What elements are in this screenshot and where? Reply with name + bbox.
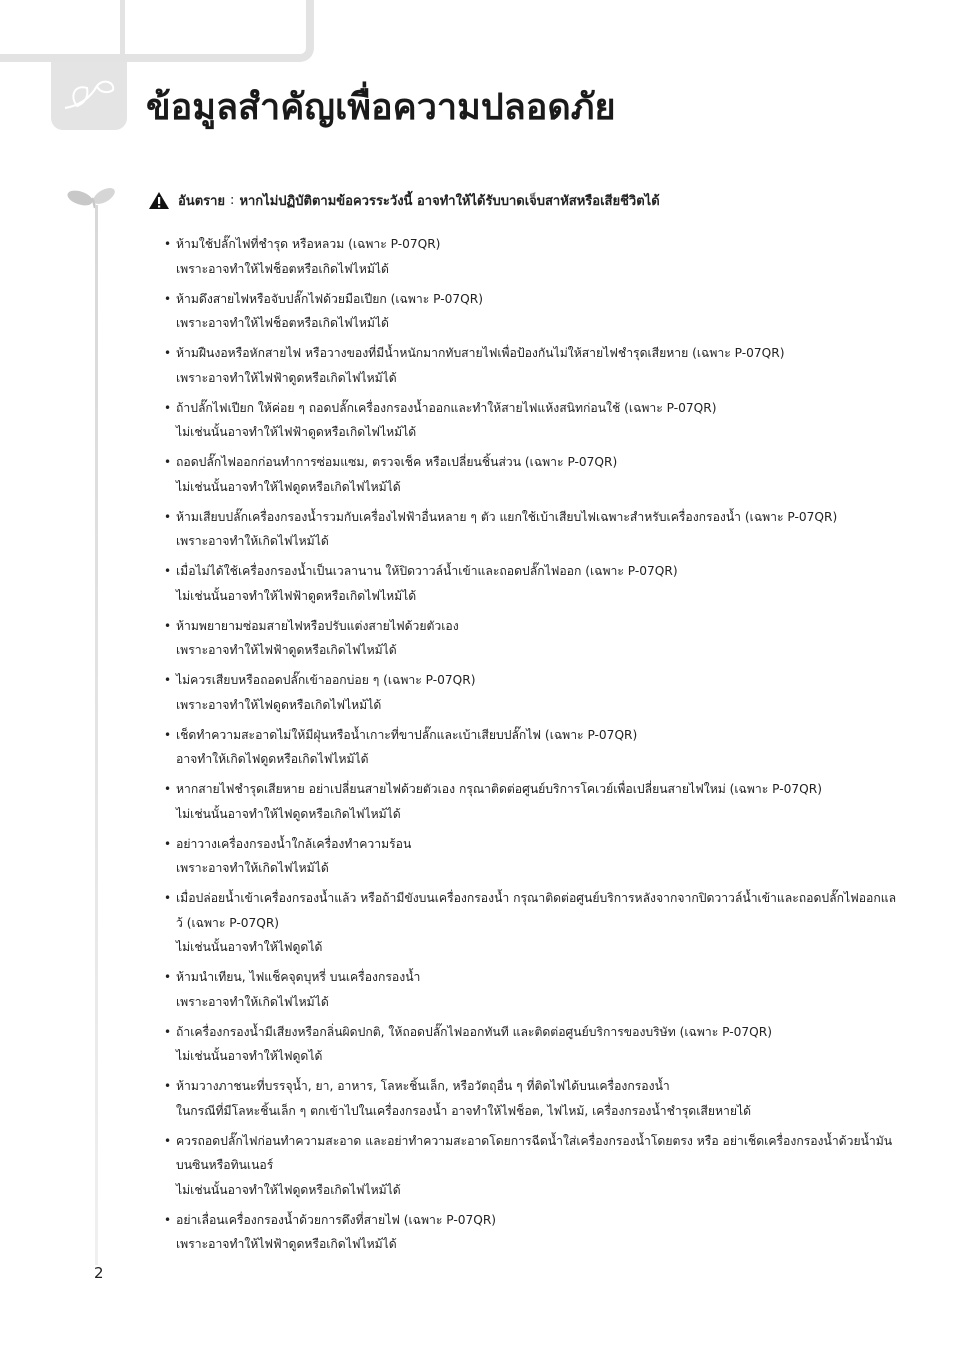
warning-label: อันตราย bbox=[178, 194, 226, 209]
list-item-line: เพราะอาจทำให้ไฟช็อตหรือเกิดไฟไหม้ได้ bbox=[176, 261, 389, 276]
bullet-icon: • bbox=[164, 346, 172, 360]
list-item bbox=[164, 668, 864, 717]
list-item-line: ห้ามเสียบปลั๊กเครื่องกรองน้ำรวมกับเครื่องไฟฟ้าอื่นหลาย ๆ ตัว แยกใช้เบ้าเสียบไฟเฉพาะสำหรับเครื่องกรองน้ำ (เฉพาะ P-07QR) bbox=[176, 509, 838, 524]
list-item bbox=[164, 396, 864, 445]
list-item-line: อย่าวางเครื่องกรองน้ำใกล้เครื่องทำความร้อน bbox=[176, 836, 412, 851]
list-item-line: เมื่อไม่ได้ใช้เครื่องกรองน้ำเป็นเวลานาน ให้ปิดวาวล์น้ำเข้าและถอดปลั๊กไฟออก (เฉพาะ P-07QR) bbox=[176, 564, 678, 578]
list-item-line: ห้ามนำเทียน, ไฟแช็คจุดบุหรี่ บนเครื่องกรองน้ำ bbox=[176, 970, 421, 984]
list-item-line: เพราะอาจทำให้เกิดไฟไหม้ได้ bbox=[176, 861, 329, 875]
list-item-line: อย่าเลื่อนเครื่องกรองน้ำด้วยการดึงที่สายไฟ (เฉพาะ P-07QR) bbox=[176, 1212, 497, 1227]
list-item-line: ไม่เช่นนั้นอาจทำให้ไฟดูดได้ bbox=[176, 940, 323, 954]
safety-items-list bbox=[164, 232, 897, 1262]
list-item-line: เพราะอาจทำให้ไฟดูดหรือเกิดไฟไหม้ได้ bbox=[176, 697, 382, 712]
list-item-line: ถอดปลั๊กไฟออกก่อนทำการซ่อมแซม, ตรวจเช็ค หรือเปลี่ยนชิ้นส่วน (เฉพาะ P-07QR) bbox=[176, 455, 618, 469]
list-item bbox=[164, 505, 864, 554]
list-item bbox=[164, 777, 864, 826]
list-item-line: เพราะอาจทำให้เกิดไฟไหม้ได้ bbox=[176, 994, 329, 1009]
bullet-icon: • bbox=[164, 1024, 172, 1039]
list-item-line: เช็ดทำความสะอาดไม่ให้มีฝุ่นหรือน้ำเกาะที่ขาปลั๊กและเบ้าเสียบปลั๊กไฟ (เฉพาะ P-07QR) bbox=[176, 727, 638, 742]
leaf-logo-icon bbox=[59, 76, 119, 116]
list-item bbox=[164, 232, 864, 281]
list-item-line: เพราะอาจทำให้เกิดไฟไหม้ได้ bbox=[176, 534, 329, 548]
list-item-line: ห้ามฝืนงอหรือหักสายไฟ หรือวางของที่มีน้ำหนักมากทับสายไฟเพื่อป้องกันไม่ให้สายไฟชำรุดเสียหาย (เฉพาะ P-07QR) bbox=[176, 346, 785, 360]
list-item-line: ไม่เช่นนั้นอาจทำให้ไฟฟ้าดูดหรือเกิดไฟไหม้ได้ bbox=[176, 588, 417, 603]
list-item bbox=[164, 559, 864, 608]
warning-triangle-icon bbox=[148, 191, 170, 210]
page-corner-divider bbox=[0, 0, 125, 62]
list-item-line: ถ้าเครื่องกรองน้ำมีเสียงหรือกลิ่นผิดปกติ, ให้ถอดปลั๊กไฟออกทันที และติดต่อศูนย์บริการของบริษัท (เฉพาะ P-07QR) bbox=[176, 1024, 772, 1039]
list-item-line: ว้ (เฉพาะ P-07QR) bbox=[176, 915, 280, 930]
list-item-line: เมื่อปล่อยน้ำเข้าเครื่องกรองน้ำแล้ว หรือถ้ามีขังบนเครื่องกรองน้ำ กรุณาติดต่อศูนย์บริการหลังจากจากปิดวาวล์น้ำเข้าและถอดปลั๊กไฟออกแล bbox=[176, 891, 897, 905]
list-item bbox=[164, 341, 864, 390]
bullet-icon: • bbox=[164, 836, 172, 851]
bullet-icon: • bbox=[164, 673, 172, 687]
list-item-line: อาจทำให้เกิดไฟดูดหรือเกิดไฟไหม้ได้ bbox=[176, 752, 369, 766]
list-item-line: หากสายไฟชำรุดเสียหาย อย่าเปลี่ยนสายไฟด้วยตัวเอง กรุณาติดต่อศูนย์บริการโคเวย์เพื่อเปลี่ยนสายไฟใหม่ (เฉพาะ P-07QR) bbox=[176, 782, 822, 796]
sprout-icon bbox=[66, 184, 118, 212]
decorative-stem-line bbox=[95, 205, 98, 1265]
list-item-line: ควรถอดปลั๊กไฟก่อนทำความสะอาด และอย่าทำความสะอาดโดยการฉีดน้ำใส่เครื่องกรองน้ำโดยตรง หรือ อย่าเช็ดเครื่องกรองน้ำด้วยน้ำมัน bbox=[176, 1133, 893, 1148]
bullet-icon: • bbox=[164, 509, 172, 524]
list-item bbox=[164, 886, 897, 960]
list-item-line: ไม่เช่นนั้นอาจทำให้ไฟดูดหรือเกิดไฟไหม้ได้ bbox=[176, 479, 401, 494]
list-item-line: ไม่เช่นนั้นอาจทำให้ไฟดูดได้ bbox=[176, 1049, 323, 1063]
list-item-line: บนซินหรือทินเนอร์ bbox=[176, 1158, 274, 1172]
warning-message: หากไม่ปฏิบัติตามข้อควรระวังนี้ อาจทำให้ได้รับบาดเจ็บสาหัสหรือเสียชีวิตได้ bbox=[239, 194, 660, 209]
list-item bbox=[164, 614, 864, 663]
list-item bbox=[164, 965, 864, 1014]
list-item bbox=[164, 287, 864, 336]
list-item-line: ห้ามวางภาชนะที่บรรจุน้ำ, ยา, อาหาร, โลหะชิ้นเล็ก, หรือวัตถุอื่น ๆ ที่ติดไฟได้บนเครื่องกรองน้ำ bbox=[176, 1079, 670, 1093]
bullet-icon: • bbox=[164, 564, 172, 578]
bullet-icon: • bbox=[164, 782, 172, 796]
list-item bbox=[164, 832, 864, 881]
bullet-icon: • bbox=[164, 400, 172, 415]
list-item-line: ไม่ควรเสียบหรือถอดปลั๊กเข้าออกบ่อย ๆ (เฉพาะ P-07QR) bbox=[176, 673, 476, 687]
bullet-icon: • bbox=[164, 291, 172, 306]
bullet-icon: • bbox=[164, 237, 172, 251]
list-item-line: เพราะอาจทำให้ไฟฟ้าดูดหรือเกิดไฟไหม้ได้ bbox=[176, 370, 397, 385]
list-item bbox=[164, 1020, 864, 1069]
bullet-icon: • bbox=[164, 455, 172, 469]
list-item bbox=[164, 723, 864, 772]
list-item bbox=[164, 450, 864, 499]
bullet-icon: • bbox=[164, 1133, 172, 1148]
page-number: 2 bbox=[94, 1264, 104, 1282]
list-item-line: ห้ามพยายามซ่อมสายไฟหรือปรับแต่งสายไฟด้วยตัวเอง bbox=[176, 618, 459, 633]
list-item-line: ห้ามดึงสายไฟหรือจับปลั๊กไฟด้วยมือเปียก (เฉพาะ P-07QR) bbox=[176, 291, 483, 306]
bullet-icon: • bbox=[164, 891, 172, 905]
list-item-line: ไม่เช่นนั้นอาจทำให้ไฟดูดหรือเกิดไฟไหม้ได้ bbox=[176, 1182, 401, 1197]
list-item bbox=[164, 1074, 864, 1123]
title-tab bbox=[51, 62, 127, 130]
bullet-icon: • bbox=[164, 1079, 172, 1093]
bullet-icon: • bbox=[164, 618, 172, 633]
bullet-icon: • bbox=[164, 1212, 172, 1227]
list-item-line: ห้ามใช้ปลั๊กไฟที่ชำรุด หรือหลวม (เฉพาะ P-07QR) bbox=[176, 237, 441, 251]
danger-warning bbox=[148, 190, 660, 211]
list-item-line: ไม่เช่นนั้นอาจทำให้ไฟฟ้าดูดหรือเกิดไฟไหม้ได้ bbox=[176, 425, 417, 439]
list-item-line: เพราะอาจทำให้ไฟช็อตหรือเกิดไฟไหม้ได้ bbox=[176, 316, 389, 330]
list-item bbox=[164, 1129, 893, 1203]
warning-separator: : bbox=[230, 193, 235, 208]
list-item-line: เพราะอาจทำให้ไฟฟ้าดูดหรือเกิดไฟไหม้ได้ bbox=[176, 643, 397, 657]
bullet-icon: • bbox=[164, 970, 172, 984]
page-title: ข้อมูลสำคัญเพื่อความปลอดภัย bbox=[146, 87, 616, 128]
bullet-icon: • bbox=[164, 727, 172, 742]
list-item-line: ไม่เช่นนั้นอาจทำให้ไฟดูดหรือเกิดไฟไหม้ได้ bbox=[176, 806, 401, 821]
list-item-line: ในกรณีที่มีโลหะชิ้นเล็ก ๆ ตกเข้าไปในเครื่องกรองน้ำ อาจทำให้ไฟช็อต, ไฟไหม้, เครื่องกรองน้ำชำรุดเสียหายได้ bbox=[176, 1103, 752, 1118]
list-item-line: ถ้าปลั๊กไฟเปียก ให้ค่อย ๆ ถอดปลั๊กเครื่องกรองน้ำออกและทำให้สายไฟแห้งสนิทก่อนใช้ (เฉพาะ P-07QR) bbox=[176, 400, 717, 415]
list-item-line: เพราะอาจทำให้ไฟฟ้าดูดหรือเกิดไฟไหม้ได้ bbox=[176, 1237, 397, 1251]
list-item bbox=[164, 1208, 864, 1257]
